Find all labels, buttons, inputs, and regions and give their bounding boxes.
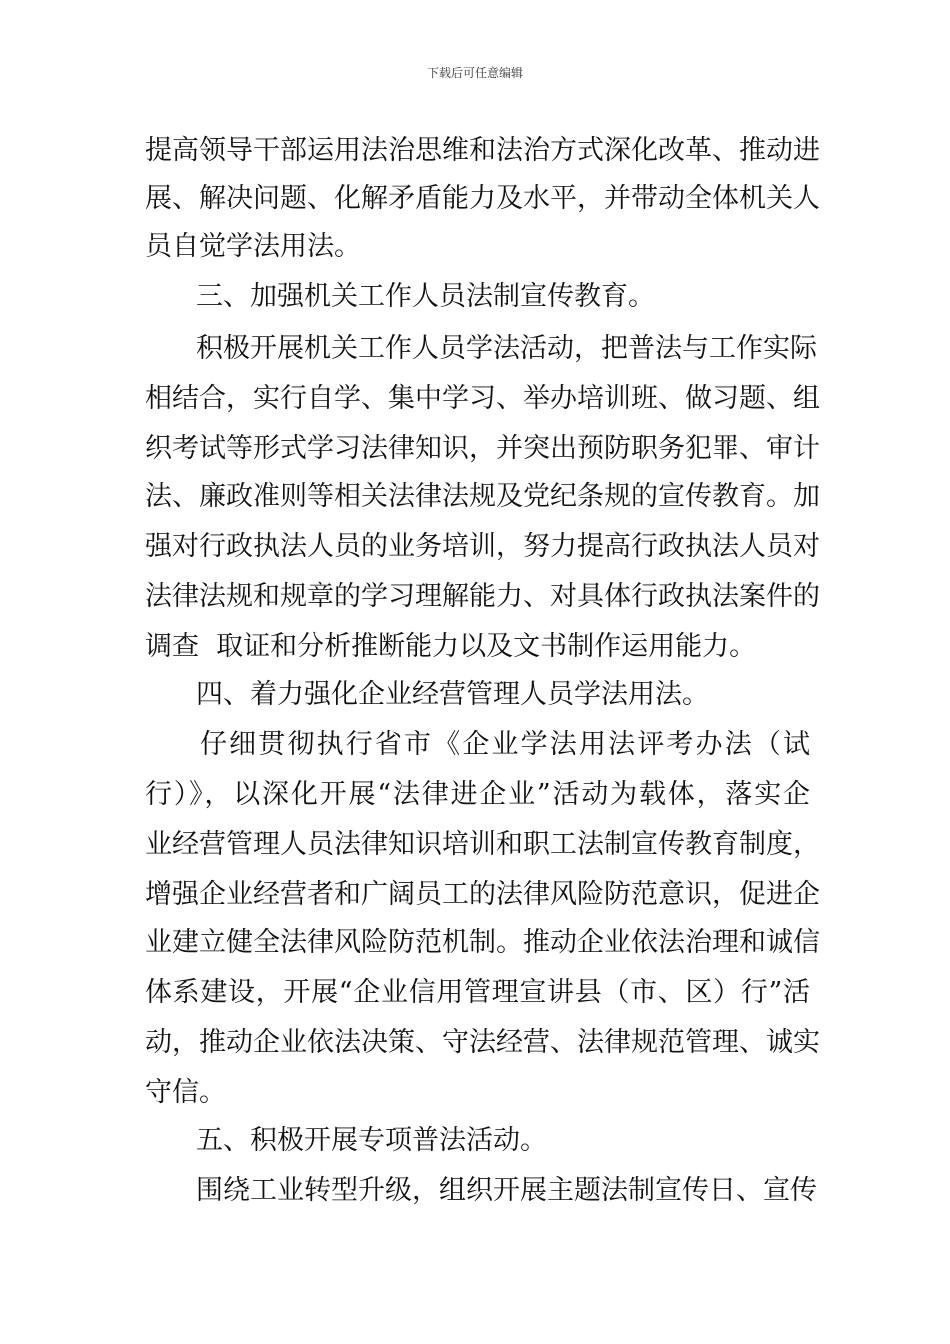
- text-line: 法律法规和规章的学习理解能力、对具体行政执法案件的: [145, 581, 820, 612]
- text-line: 体系建设，开展“企业信用管理宣讲县（市、区）行”活: [145, 977, 810, 1008]
- text-line: 业经营管理人员法律知识培训和职工法制宣传教育制度，: [145, 829, 820, 860]
- text-line: 调查 取证和分析推断能力以及文书制作运用能力。: [145, 631, 757, 662]
- text-line: 守信。: [145, 1077, 226, 1108]
- text-line: 业建立健全法律风险防范机制。推动企业依法治理和诚信: [145, 927, 820, 958]
- text-line: 强对行政执法人员的业务培训，努力提高行政执法人员对: [145, 531, 820, 562]
- section-heading-3: 三、加强机关工作人员法制宣传教育。: [196, 281, 655, 312]
- text-line: 积极开展机关工作人员学法活动，把普法与工作实际: [196, 333, 817, 364]
- text-line: 围绕工业转型升级，组织开展主题法制宣传日、宣传: [196, 1175, 817, 1206]
- page-header: 下载后可任意编辑: [426, 66, 523, 80]
- text-line: 动，推动企业依法决策、守法经营、法律规范管理、诚实: [145, 1027, 820, 1058]
- text-line: 员自觉学法用法。: [145, 231, 361, 262]
- text-line: 仔细贯彻执行省市《企业学法用法评考办法（试: [200, 729, 810, 760]
- text-line: 展、解决问题、化解矛盾能力及水平，并带动全体机关人: [145, 183, 820, 214]
- text-line: 相结合，实行自学、集中学习、举办培训班、做习题、组: [145, 383, 820, 414]
- text-line: 增强企业经营者和广阔员工的法律风险防范意识，促进企: [145, 879, 820, 910]
- text-line: 行）》，以深化开展“法律进企业”活动为载体，落实企: [145, 779, 810, 810]
- text-line: 提高领导干部运用法治思维和法治方式深化改革、推动进: [145, 135, 820, 166]
- section-heading-4: 四、着力强化企业经营管理人员学法用法。: [196, 679, 709, 710]
- text-line: 法、廉政准则等相关法律法规及党纪条规的宣传教育。加: [145, 481, 820, 512]
- section-heading-5: 五、积极开展专项普法活动。: [196, 1125, 547, 1156]
- text-line: 织考试等形式学习法律知识，并突出预防职务犯罪、审计: [145, 433, 820, 464]
